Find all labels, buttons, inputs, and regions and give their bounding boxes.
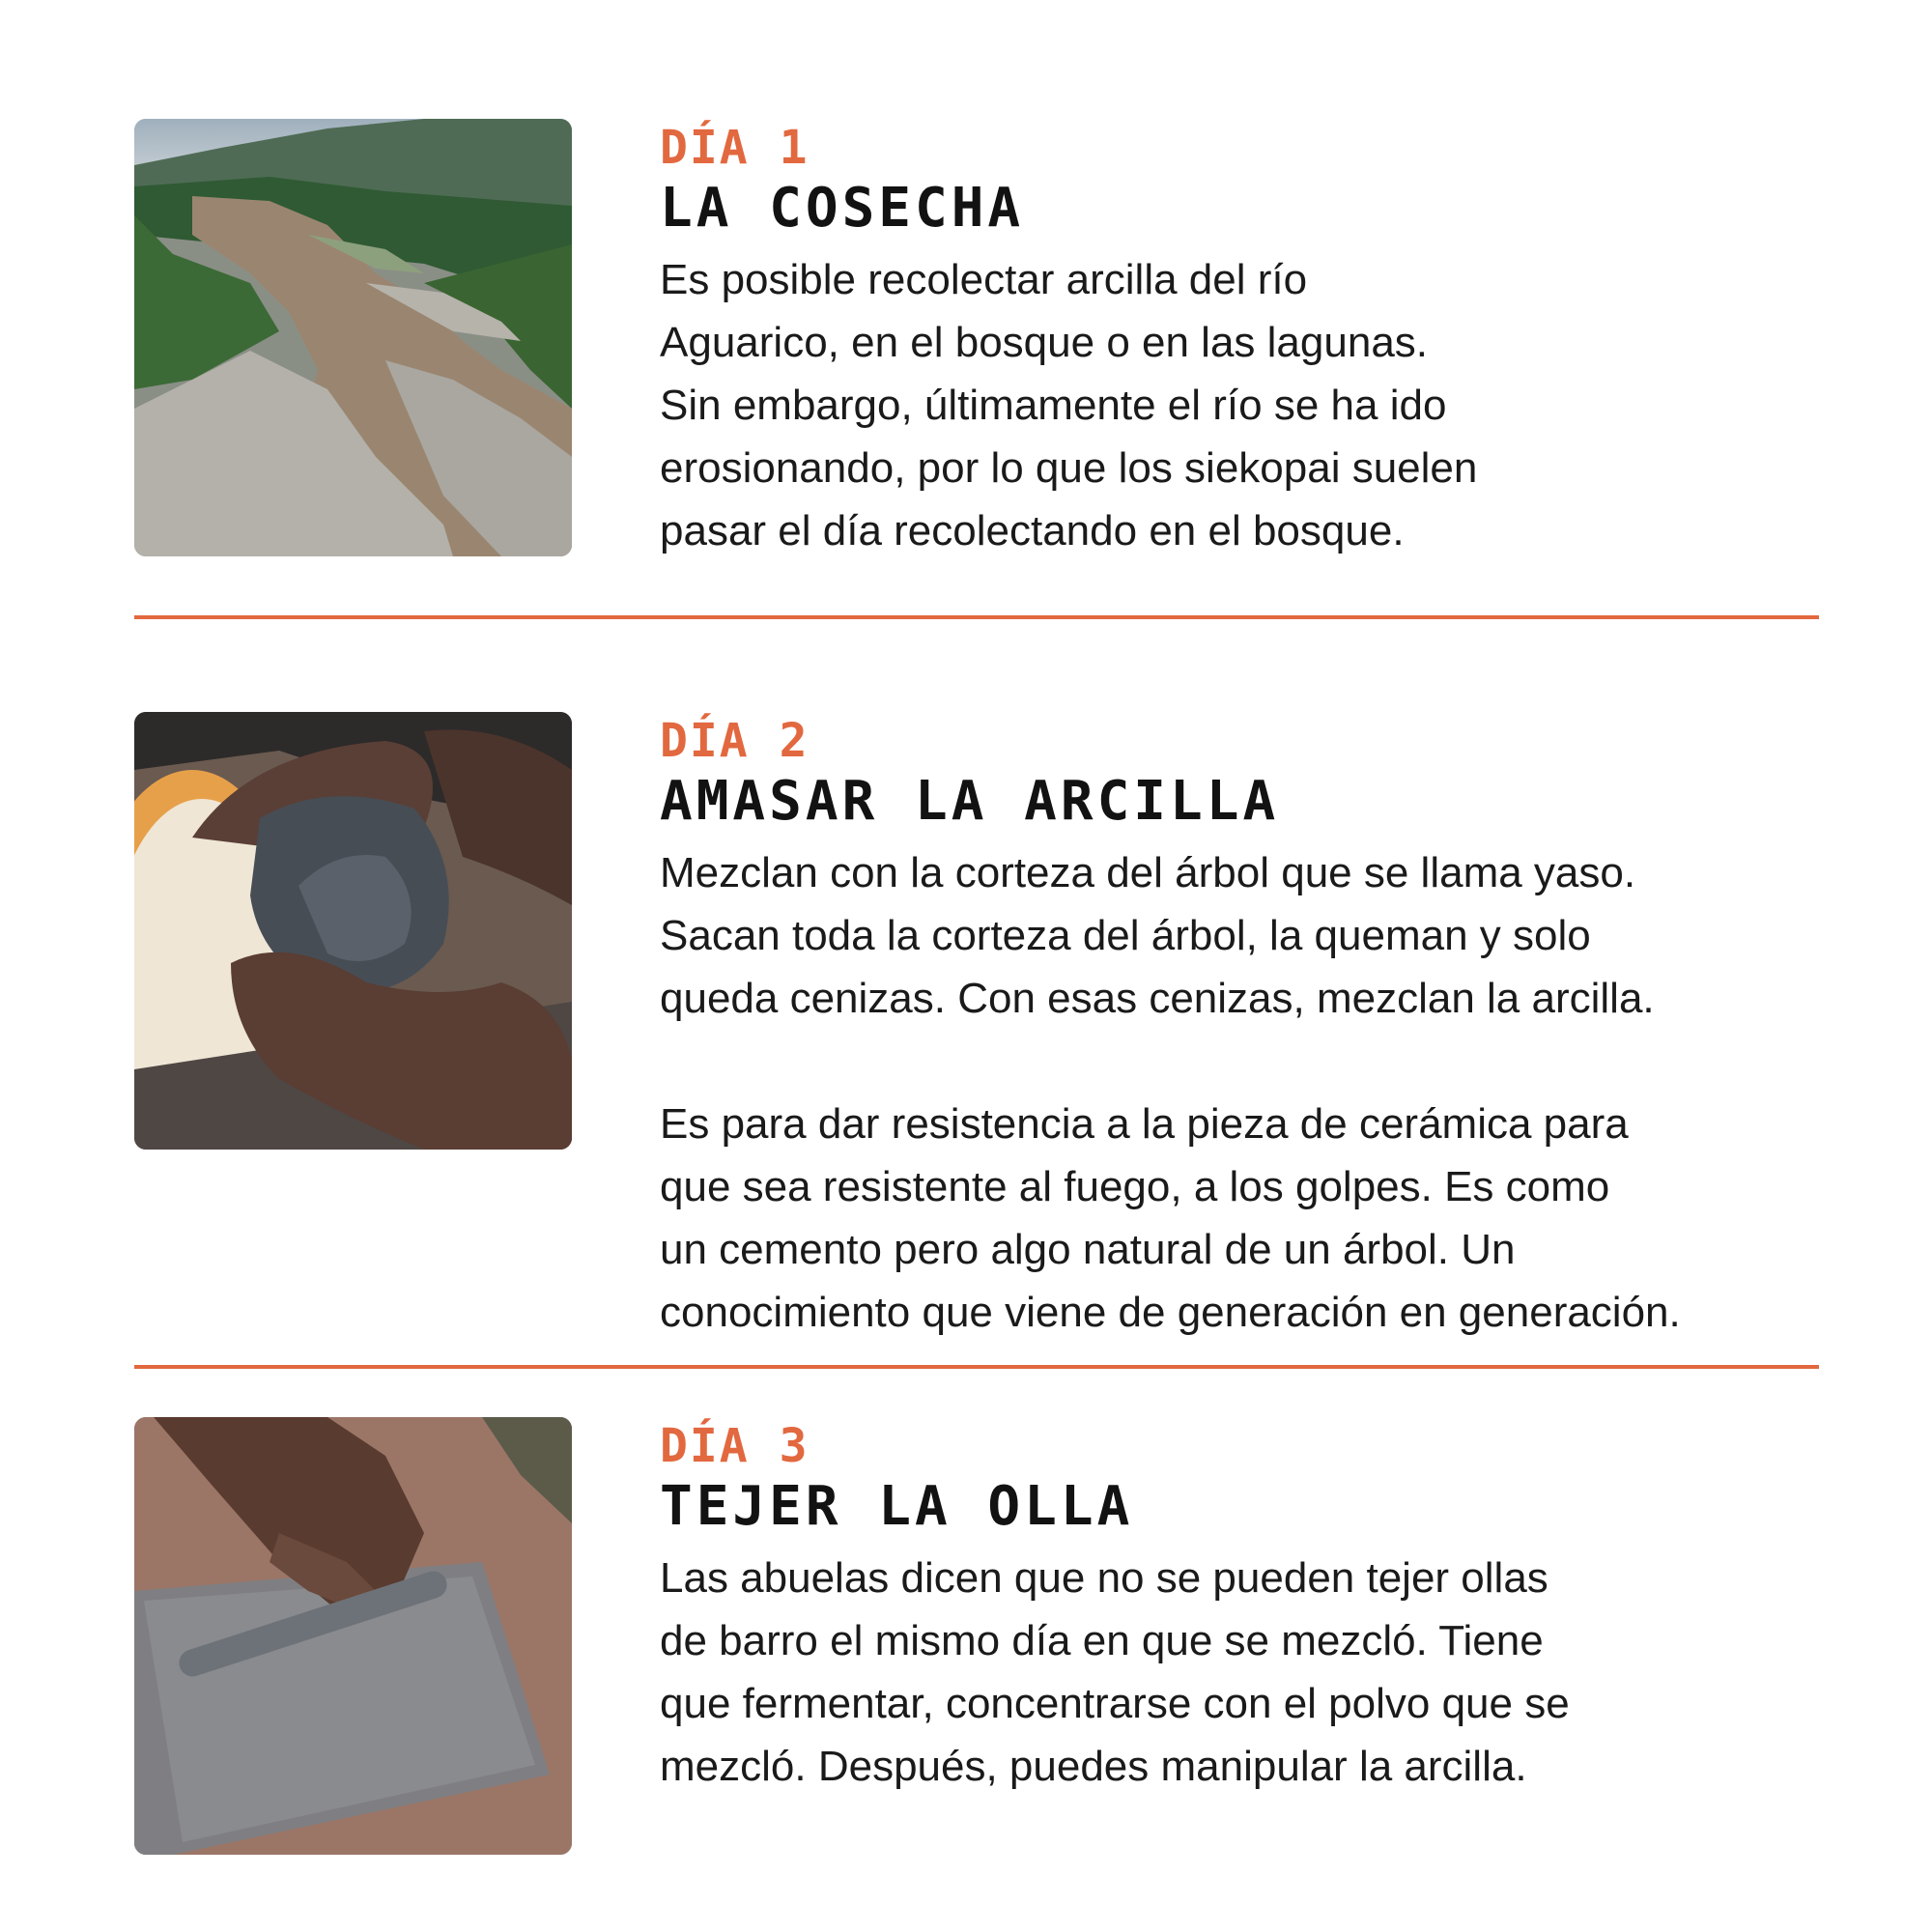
section-title: TEJER LA OLLA [660, 1475, 1134, 1538]
section-text [660, 119, 1932, 562]
kneading-clay-photo [134, 712, 572, 1150]
day-label: DÍA 3 [660, 1419, 810, 1473]
rolling-clay-photo [134, 1417, 572, 1855]
divider [134, 1365, 1819, 1369]
section-paragraph: Mezclan con la corteza del árbol que se llama yaso. Sacan toda la corteza del árbol, la queman y solo queda cenizas. Con esas cenizas, mezclan la arcilla. [660, 849, 1655, 1022]
section-paragraph: Es posible recolectar arcilla del río Aguarico, en el bosque o en las lagunas. Sin embargo, últimamente el río se ha ido erosionando, por lo que los siekopai suelen pasar el día recolectando en el bosque. [660, 256, 1478, 554]
day-label: DÍA 1 [660, 121, 810, 175]
day-label: DÍA 2 [660, 714, 810, 768]
section-title: AMASAR LA ARCILLA [660, 770, 1280, 833]
section-title: LA COSECHA [660, 177, 1025, 240]
section-text [660, 1417, 1932, 1798]
section-paragraph: Las abuelas dicen que no se pueden tejer ollas de barro el mismo día en que se mezcló. Tiene que fermentar, concentrarse con el polvo que se mezcló. Después, puedes manipular la arcilla. [660, 1554, 1570, 1790]
section-text [660, 712, 1932, 1344]
section-paragraph: Es para dar resistencia a la pieza de cerámica para que sea resistente al fuego, a los golpes. Es como un cemento pero algo natural de un árbol. Un conocimiento que viene de generación en generación. [660, 1100, 1681, 1336]
river-photo [134, 119, 572, 556]
divider [134, 615, 1819, 619]
